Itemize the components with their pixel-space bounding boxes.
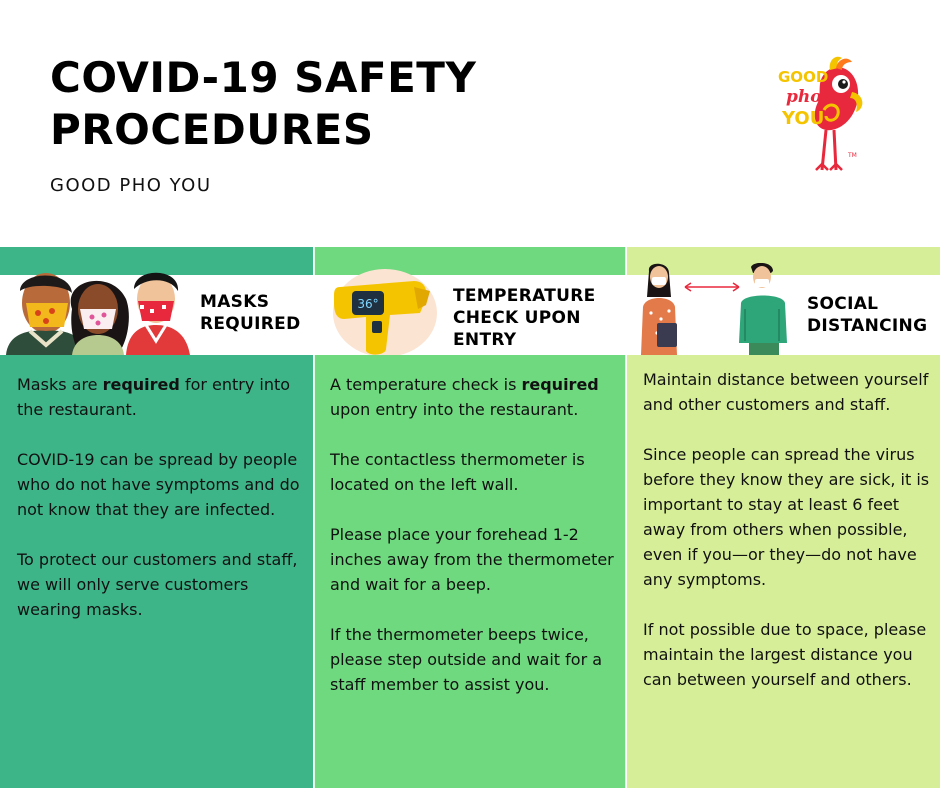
masks-heading-line1: MASKS xyxy=(200,292,270,312)
logo-trademark: TM xyxy=(848,152,857,159)
temperature-paragraph-2: The contactless thermometer is located on the left wall. xyxy=(330,450,585,494)
temperature-heading xyxy=(453,285,596,351)
temperature-paragraph-4: If the thermometer beeps twice, please step outside and wait for a staff member to assist you. xyxy=(330,625,603,694)
distancing-people-icon xyxy=(631,263,801,355)
column-divider xyxy=(625,247,627,788)
distancing-body xyxy=(627,355,940,788)
temperature-body xyxy=(314,355,626,788)
text-fragment: A temperature check is xyxy=(330,375,522,394)
masks-text xyxy=(17,372,302,647)
distancing-paragraph-2: Since people can spread the virus before they know they are sick, it is important to stay at least 6 feet away from others when possible, even if you—or they—do not have any symptoms. xyxy=(643,445,930,589)
text-fragment: Masks are xyxy=(17,375,103,394)
distancing-column xyxy=(627,247,940,788)
masks-paragraph-1 xyxy=(17,372,302,422)
page-subtitle: GOOD PHO YOU xyxy=(50,175,212,196)
temperature-column xyxy=(314,247,626,788)
temperature-paragraph-3: Please place your forehead 1-2 inches away from the thermometer and wait for a beep. xyxy=(330,525,614,594)
distancing-paragraph-1: Maintain distance between yourself and other customers and staff. xyxy=(643,370,929,414)
logo-text-pho: pho xyxy=(786,87,822,107)
text-fragment: upon entry into the restaurant. xyxy=(330,400,579,419)
bold-required: required xyxy=(102,375,180,394)
distancing-heading xyxy=(807,293,927,337)
text-fragment: for entry into the restaurant. xyxy=(17,375,291,419)
distancing-heading-line2: DISTANCING xyxy=(807,316,928,336)
temperature-heading-line2: CHECK UPON xyxy=(453,308,581,328)
masks-heading xyxy=(200,291,301,335)
masked-people-icon xyxy=(0,269,200,355)
distancing-paragraph-3: If not possible due to space, please maintain the largest distance you can between yourself and others. xyxy=(643,620,927,689)
temperature-heading-line3: ENTRY xyxy=(453,330,517,350)
logo-text-you: YOU xyxy=(782,108,825,129)
page-title: COVID-19 SAFETY PROCEDURES xyxy=(50,53,477,154)
masks-header-band xyxy=(0,275,313,355)
thermometer-reading: 36° xyxy=(357,297,379,311)
bold-required: required xyxy=(521,375,599,394)
temperature-text xyxy=(330,372,615,722)
masks-body xyxy=(0,355,313,788)
logo-text-good: GOOD xyxy=(778,68,829,86)
distancing-header-band xyxy=(627,275,940,355)
thermometer-icon xyxy=(330,265,440,359)
masks-heading-line2: REQUIRED xyxy=(200,314,301,334)
column-divider xyxy=(313,247,315,788)
masks-column xyxy=(0,247,313,788)
distancing-text xyxy=(643,367,933,717)
masks-paragraph-2: COVID-19 can be spread by people who do not have symptoms and do not know that they are infected. xyxy=(17,450,300,519)
masks-paragraph-3: To protect our customers and staff, we will only serve customers wearing masks. xyxy=(17,550,298,619)
distancing-heading-line1: SOCIAL xyxy=(807,294,879,314)
temperature-paragraph-1 xyxy=(330,372,615,422)
good-pho-you-logo xyxy=(768,52,868,177)
temperature-heading-line1: TEMPERATURE xyxy=(453,286,596,306)
temperature-header-band xyxy=(314,275,626,355)
